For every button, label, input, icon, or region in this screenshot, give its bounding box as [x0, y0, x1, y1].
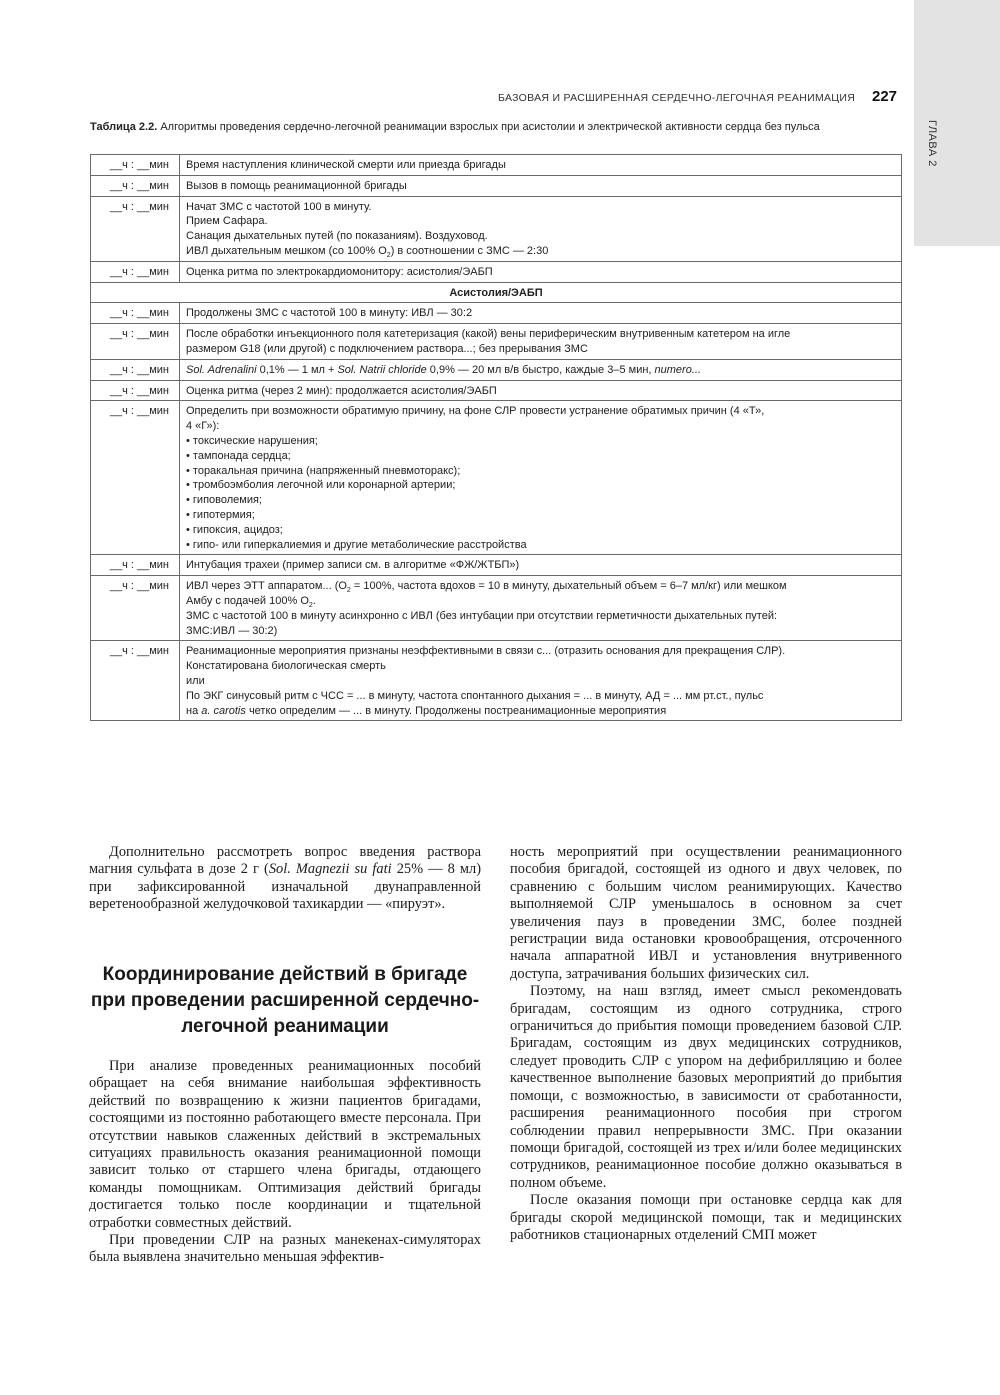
subscript: 2	[346, 587, 351, 595]
step-line: 4 «Г»):	[186, 420, 220, 433]
step-cell	[180, 261, 902, 282]
step-line: Прием Сафара.	[186, 215, 268, 228]
step-cell	[180, 303, 902, 324]
table-row	[91, 380, 902, 401]
time-cell: __ч : __мин	[91, 261, 180, 282]
time-cell: __ч : __мин	[91, 359, 180, 380]
step-cell	[180, 359, 902, 380]
left-column-bottom	[89, 1058, 481, 1267]
step-cell	[180, 641, 902, 721]
step-line	[186, 244, 895, 259]
step-line: • тампонада сердца;	[186, 449, 291, 462]
time-cell: __ч : __мин	[91, 576, 180, 641]
body-paragraph: Поэтому, на наш взгляд, имеет смысл рекомендовать бригадам, состоящим из одного сотрудника, строго ограничиться до прибытия помощи проведением базовой СЛР. Бригадам, состоящим из двух медицинских сотрудников, следует проводить СЛР с упором на дефибрилляцию и более качественное выполнение базовых мероприятий до прибытия помощи, с возможностью, в зависимости от сработанности, расширения реанимационного пособия при строгом соблюдении правил непрерывности ЗМС. При оказании помощи бригадой, состоящей из трех и/или более медицинских сотрудников, реанимационное пособие должно оказываться в полном объеме.	[510, 983, 902, 1191]
table-row	[91, 196, 902, 261]
step-text: 0,9% — 20 мл в/в быстро, каждые 3–5 мин,	[426, 363, 655, 376]
artery-name: a. carotis	[201, 704, 246, 717]
step-line: Вызов в помощь реанимационной бригады	[186, 179, 407, 192]
step-line	[186, 363, 895, 378]
time-cell: __ч : __мин	[91, 401, 180, 555]
step-line: Оценка ритма по электрокардиомонитору: асистолия/ЭАБП	[186, 265, 493, 278]
step-line: • токсические нарушения;	[186, 434, 318, 447]
step-cell	[180, 401, 902, 555]
step-line	[186, 579, 895, 594]
step-cell	[180, 196, 902, 261]
time-cell: __ч : __мин	[91, 175, 180, 196]
step-line: Начат ЗМС с частотой 100 в минуту.	[186, 200, 372, 213]
time-cell: __ч : __мин	[91, 641, 180, 721]
step-line: После обработки инъекционного поля катетеризация (какой) вены периферическим внутривенным катетером на игле	[186, 328, 791, 341]
table-caption	[90, 121, 910, 133]
step-cell	[180, 324, 902, 360]
right-column	[510, 844, 902, 1244]
step-cell	[180, 380, 902, 401]
step-line	[186, 704, 895, 719]
body-text: 25% — 8 мл) при зафиксированной изначальной двунаправленной веретенообразной желудочковой тахикардии — «пируэт».	[89, 861, 482, 913]
heading-line: при проведении расширенной сердечно-	[90, 990, 480, 1011]
step-text: = 100%, частота вдохов = 10 в минуту, дыхательный объем = 6–7 мл/кг) или мешком	[350, 580, 787, 593]
table-row	[91, 155, 902, 176]
algorithm-table	[90, 154, 902, 721]
drug-note: numero...	[654, 363, 701, 376]
time-cell: __ч : __мин	[91, 155, 180, 176]
table-section-row	[91, 282, 902, 303]
step-line: • тромбоэмболия легочной или коронарной артерии;	[186, 479, 456, 492]
step-cell	[180, 555, 902, 576]
step-line: • гипоксия, ацидоз;	[186, 523, 283, 536]
table-row	[91, 359, 902, 380]
step-cell	[180, 175, 902, 196]
table-row	[91, 641, 902, 721]
section-header: Асистолия/ЭАБП	[91, 282, 902, 303]
step-line	[186, 594, 895, 609]
step-line: • гиповолемия;	[186, 494, 262, 507]
table-row	[91, 401, 902, 555]
body-paragraph: При проведении СЛР на разных манекенах-симуляторах была выявлена значительно меньшая эффектив-	[89, 1232, 481, 1266]
table-caption-text: Алгоритмы проведения сердечно-легочной реанимации взрослых при асистолии и электрической активности сердца без пульса	[160, 121, 820, 133]
heading-line: легочной реанимации	[181, 1016, 389, 1037]
table-row	[91, 555, 902, 576]
body-paragraph: После оказания помощи при остановке сердца как для бригады скорой медицинской помощи, так и медицинских работников стационарных отделений СМП может	[510, 1192, 902, 1243]
step-line: • гипо- или гиперкалиемия и другие метаболические расстройства	[186, 538, 527, 551]
running-head: БАЗОВАЯ И РАСШИРЕННАЯ СЕРДЕЧНО-ЛЕГОЧНАЯ РЕАНИМАЦИЯ	[498, 92, 856, 104]
step-text: Амбу с подачей 100% O	[186, 594, 309, 607]
step-cell	[180, 155, 902, 176]
step-line: Время наступления клинической смерти или приезда бригады	[186, 159, 506, 171]
step-line: или	[186, 674, 205, 687]
drug-name: Sol. Natrii chloride	[337, 363, 427, 376]
time-cell: __ч : __мин	[91, 303, 180, 324]
body-paragraph: ность мероприятий при осуществлении реанимационного пособия бригадой, состоящей из одного и двух человек, по сравнению с большим числом реанимирующих. Качество выполняемой СЛР уменьшалось в основном за счет увеличения пауз в проведении ЗМС, более поздней регистрации вида остановки кровообращения, отсроченного начала аппаратной ИВЛ и установления внутривенного доступа, затрачивания больших физических сил.	[510, 844, 902, 982]
step-line: Продолжены ЗМС с частотой 100 в минуту: ИВЛ — 30:2	[186, 307, 473, 320]
step-line: • торакальная причина (напряженный пневмоторакс);	[186, 464, 461, 477]
step-line: По ЭКГ синусовый ритм с ЧСС = ... в минуту, частота спонтанного дыхания = ... в минуту, АД = ... мм рт.ст., пульс	[186, 689, 764, 702]
step-text: .	[312, 594, 316, 607]
step-line: Реанимационные мероприятия признаны неэффективными в связи с... (отразить основания для прекращения СЛР).	[186, 645, 786, 658]
time-cell: __ч : __мин	[91, 324, 180, 360]
time-cell: __ч : __мин	[91, 196, 180, 261]
step-line: ЗМС:ИВЛ — 30:2)	[186, 624, 278, 637]
heading-line: Координирование действий в бригаде	[102, 964, 468, 985]
left-column-top	[89, 844, 481, 914]
step-line: Определить при возможности обратимую причину, на фоне СЛР провести устранение обратимых причин (4 «Т»,	[186, 405, 765, 418]
drug-name: Sol. Magnezii su fati	[268, 861, 392, 878]
chapter-label: ГЛАВА 2	[926, 120, 938, 167]
step-line: Оценка ритма (через 2 мин): продолжается асистолия/ЭАБП	[186, 384, 497, 397]
step-text: 0,1% — 1 мл +	[256, 363, 338, 376]
table-row	[91, 303, 902, 324]
step-text: ИВЛ дыхательным мешком (со 100% O	[186, 244, 387, 257]
step-line: Санация дыхательных путей (по показаниям). Воздуховод.	[186, 230, 488, 243]
page-number: 227	[872, 88, 898, 105]
step-text: четко определим — ... в минуту. Продолжены постреанимационные мероприятия	[245, 704, 667, 717]
subscript: 2	[386, 252, 391, 260]
step-text: ) в соотношении с ЗМС — 2:30	[390, 244, 549, 257]
table-row	[91, 576, 902, 641]
table-row	[91, 324, 902, 360]
step-line: Интубация трахеи (пример записи см. в алгоритме «ФЖ/ЖТБП»)	[186, 559, 520, 572]
table-row	[91, 175, 902, 196]
step-cell	[180, 576, 902, 641]
body-paragraph: При анализе проведенных реанимационных пособий обращает на себя внимание наибольшая эффективность действий по возвращению к жизни пациентов бригадами, состоящими из постоянно работающего вместе персонала. При отсутствии навыков слаженных действий в экстремальных ситуациях правильность оказания реанимационной помощи зависит только от старшего члена бригады, отдающего команды помощникам. Оптимизация действий бригады достигается только после координации и тщательной отработки совместных действий.	[89, 1058, 481, 1231]
section-heading	[89, 962, 481, 1040]
subscript: 2	[308, 602, 313, 610]
body-text: Дополнительно рассмотреть вопрос введения раствора магния сульфата в дозе 2 г (	[89, 844, 481, 878]
step-line: • гипотермия;	[186, 508, 255, 521]
time-cell: __ч : __мин	[91, 555, 180, 576]
drug-name: Sol. Adrenalini	[186, 363, 257, 376]
step-line: ЗМС с частотой 100 в минуту асинхронно с ИВЛ (без интубации при отсутствии герметичности дыхательных путей:	[186, 609, 778, 622]
step-line: Констатирована биологическая смерть	[186, 660, 386, 673]
step-text: ИВЛ через ЭТТ аппаратом... (O	[186, 580, 347, 593]
step-line: размером G18 (или другой) с подключением раствора...; без прерывания ЗМС	[186, 342, 588, 355]
body-paragraph	[89, 844, 481, 914]
time-cell: __ч : __мин	[91, 380, 180, 401]
table-caption-label: Таблица 2.2.	[90, 121, 158, 133]
step-text: на	[186, 704, 202, 717]
table-row	[91, 261, 902, 282]
